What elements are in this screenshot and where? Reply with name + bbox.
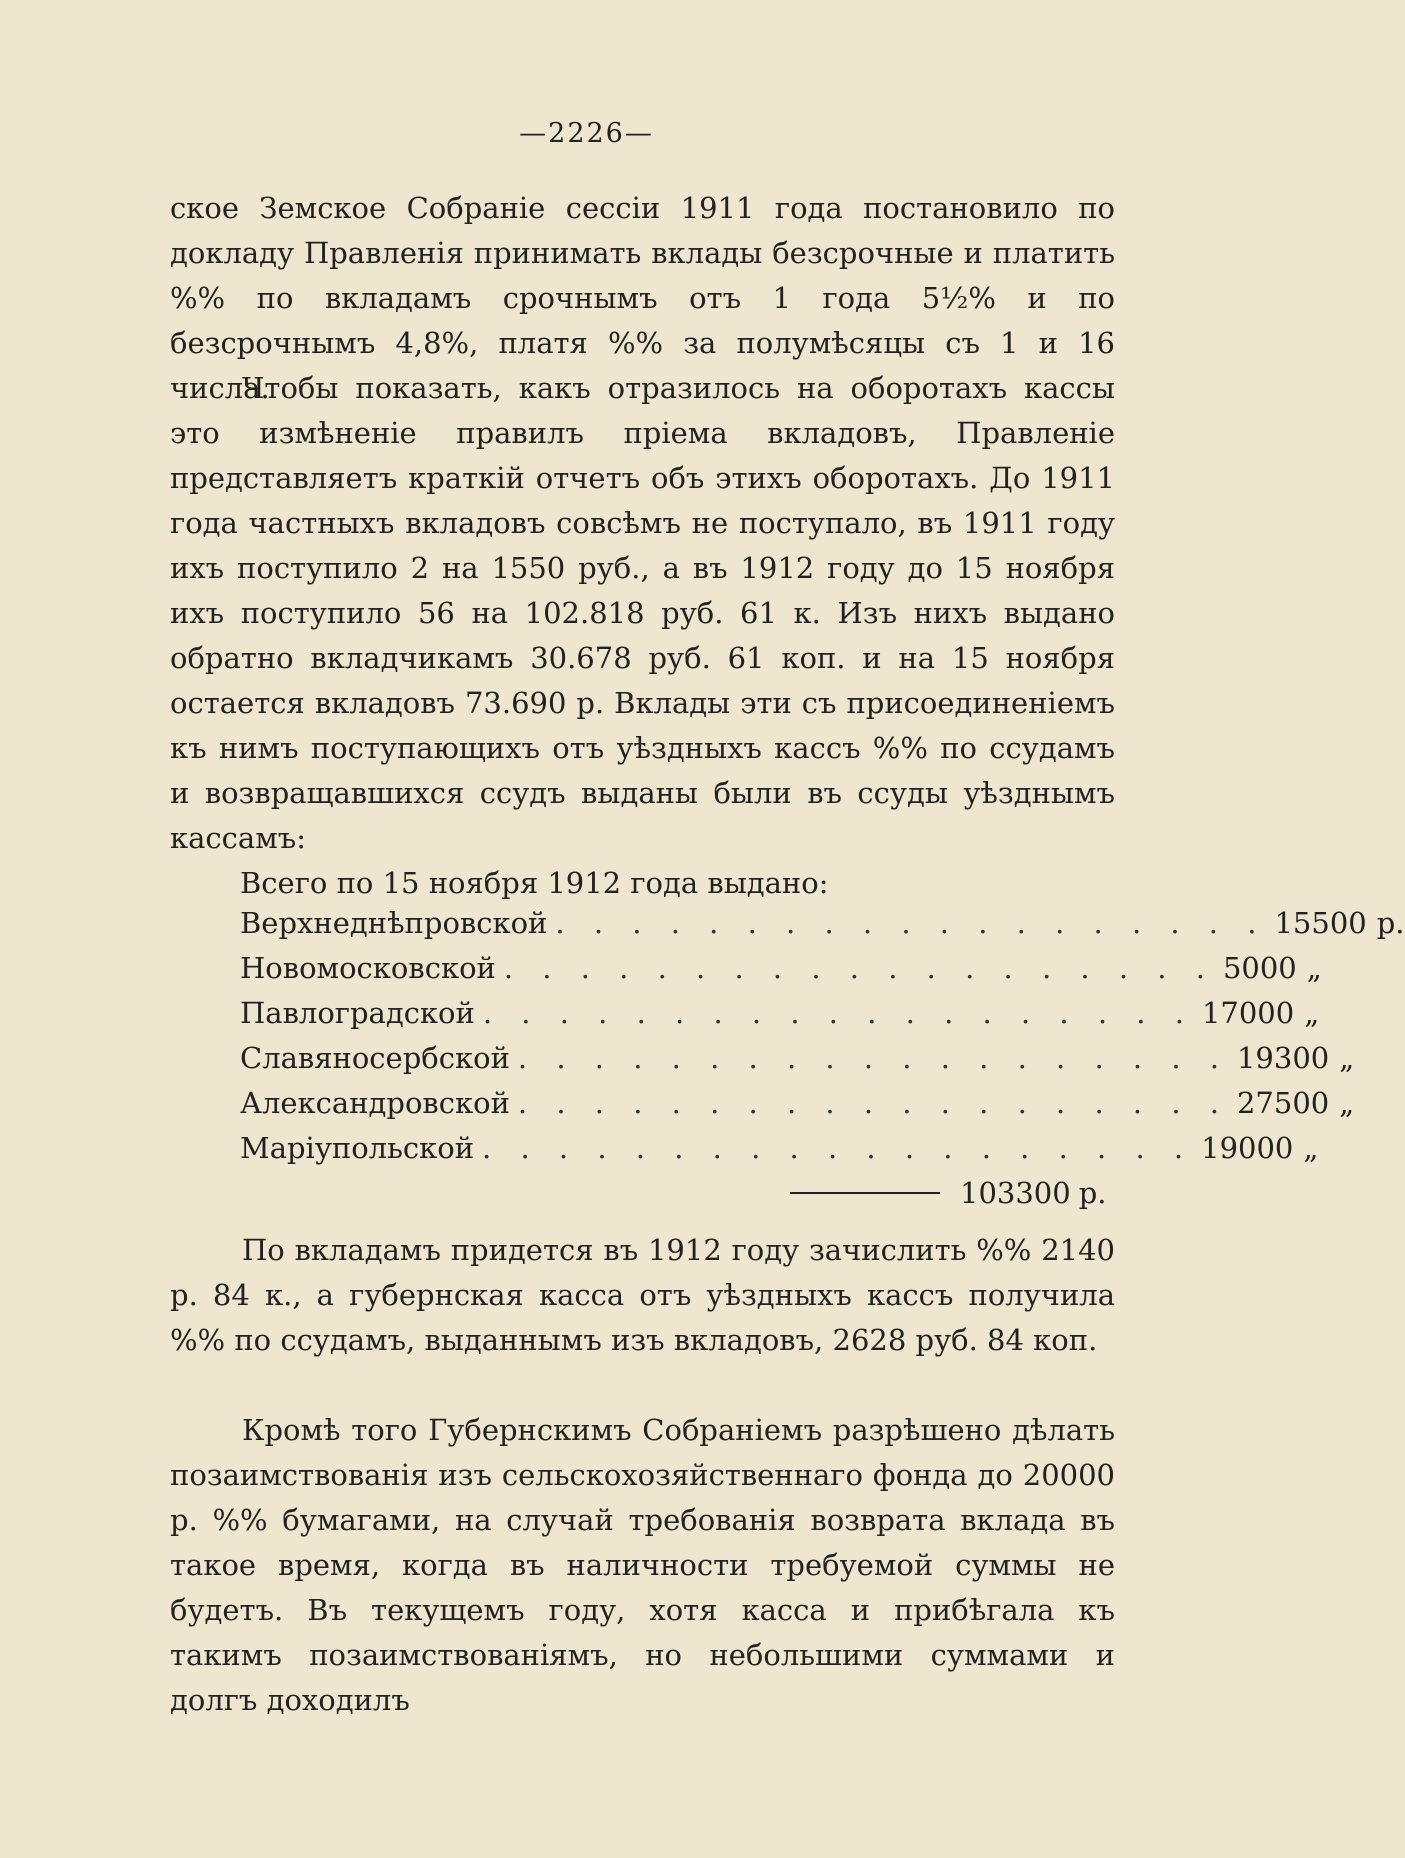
paragraph-4: Кромѣ того Губернскимъ Собраніемъ разрѣшено дѣлать позаимствованія изъ сельскохозяйственнаго фонда до 20000 р. %% бумагами, на случай требованія возврата вклада въ такое время, когда въ наличности требуемой суммы не будетъ. Въ текущемъ году, хотя касса и прибѣгала къ такимъ позаимствованіямъ, но небольшими суммами и долгъ доходилъ [170,1413,1115,1717]
paragraph-2: Чтобы показать, какъ отразилось на оборотахъ кассы это измѣненіе правилъ пріема вкладовъ, Правленіе представляетъ краткій отчетъ объ этихъ оборотахъ. До 1911 года частныхъ вкладовъ совсѣмъ не поступало, въ 1911 году ихъ поступило 2 на 1550 руб., а въ 1912 году до 15 ноября ихъ поступило 56 на 102.818 руб. 61 к. Изъ нихъ выдано обратно вкладчикамъ 30.678 руб. 61 коп. и на 15 ноября остается вкладовъ 73.690 р. Вклады эти съ присоединеніемъ къ нимъ поступающихъ отъ уѣздныхъ кассъ %% по ссудамъ и возвращавшихся ссудъ выданы были въ ссуды уѣзднымъ кассамъ: [170,371,1115,855]
loan-row-unit: р. [1376,906,1405,940]
loan-row-amount: 15500 [1274,906,1367,940]
loans-total [790,1170,1120,1215]
loan-row [240,951,1322,996]
total-amount: 103300 [960,1175,1071,1210]
leader-dots: . . . . . . . . . . . . . . . . . . . [482,1131,1194,1165]
loan-row-unit: „ [1339,1086,1355,1120]
loans-list [240,861,1405,1176]
loan-row-name: Павлоградской [240,996,475,1030]
loan-row-unit: „ [1304,996,1320,1030]
loan-row-name: Новомосковской [240,951,496,985]
loan-row [240,1086,1355,1131]
loan-row [240,996,1320,1041]
leader-dots: . . . . . . . . . . . . . . . . . . . [482,996,1194,1030]
total-rule [790,1192,940,1194]
loan-row-amount: 19300 [1236,1041,1330,1075]
leader-dots: . . . . . . . . . . . . . . . . . . . [503,951,1215,985]
loan-row-amount: 27500 [1236,1086,1330,1120]
paragraph-1: ское Земское Собраніе сессіи 1911 года постановило по докладу Правленія принимать вклады безсрочные и платить %% по вкладамъ срочнымъ отъ 1 года 5½% и по безсрочнымъ 4,8%, платя %% за полумѣсяцы съ 1 и 16 числа. [170,191,1115,405]
loan-row-amount: 5000 [1222,951,1297,985]
loan-row [240,1041,1355,1086]
loans-heading: Всего по 15 ноября 1912 года выдано: [240,866,829,900]
loan-row-name: Александровской [240,1086,510,1120]
loan-row [240,906,1405,951]
paragraph-3: По вкладамъ придется въ 1912 году зачислить %% 2140 р. 84 к., а губернская касса отъ уѣздныхъ кассъ получила %% по ссудамъ, выданнымъ изъ вкладовъ, 2628 руб. 84 коп. [170,1233,1115,1357]
leader-dots: . . . . . . . . . . . . . . . . . . . [555,906,1267,940]
loan-row-name: Славяносербской [240,1041,510,1075]
loan-row-name: Верхнеднѣпровской [240,906,548,940]
leader-dots: . . . . . . . . . . . . . . . . . . . [517,1086,1229,1120]
leader-dots: . . . . . . . . . . . . . . . . . . . [517,1041,1229,1075]
total-unit: р. [1078,1175,1107,1210]
loan-row-unit: „ [1306,951,1322,985]
page-number: —2226— [519,118,654,149]
loan-row-amount: 17000 [1201,996,1295,1030]
loan-row-name: Маріупольской [240,1131,475,1165]
loan-row-unit: „ [1339,1041,1355,1075]
loan-row-unit: „ [1303,1131,1319,1165]
loan-row-amount: 19000 [1201,1131,1294,1165]
